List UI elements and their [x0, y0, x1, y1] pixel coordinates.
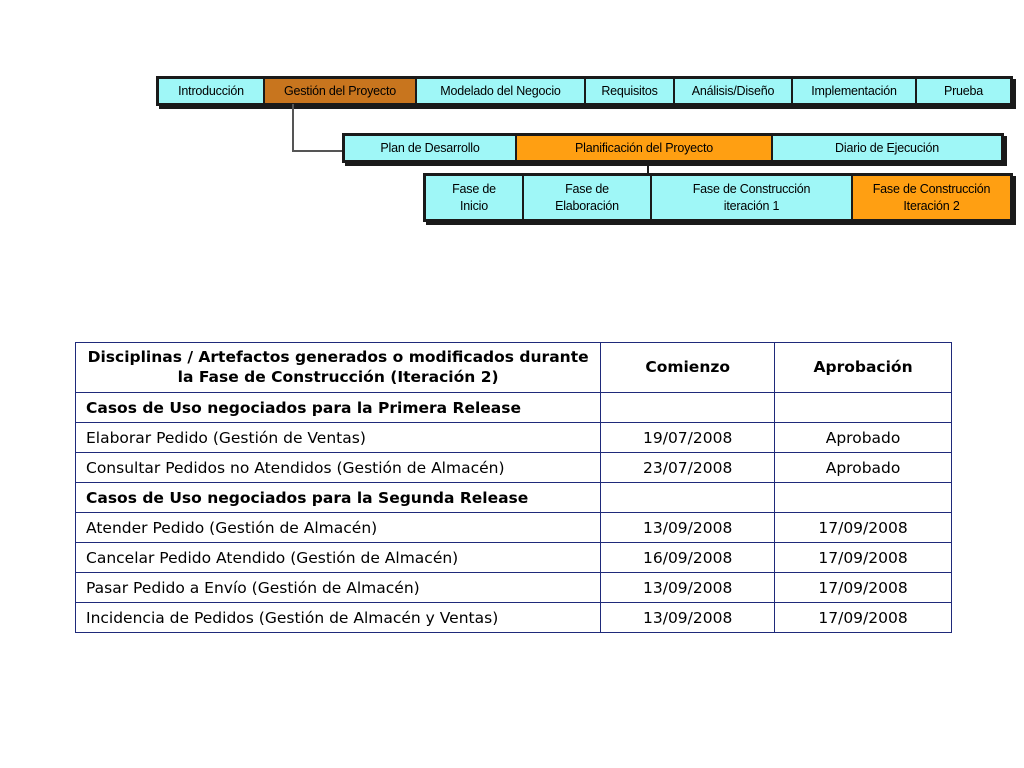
nav-planificacion-del-proyecto[interactable]: Planificación del Proyecto: [517, 136, 773, 160]
table-row: [76, 573, 952, 603]
table-section-row: [76, 393, 952, 423]
sub-nav-bar: [342, 133, 1004, 163]
cell-approval: 17/09/2008: [775, 603, 952, 633]
table-row: [76, 603, 952, 633]
section-title: Casos de Uso negociados para la Primera Release: [76, 393, 601, 423]
cell-artefact: Elaborar Pedido (Gestión de Ventas): [76, 423, 601, 453]
nav-requisitos[interactable]: Requisitos: [586, 79, 675, 103]
cell-start: 19/07/2008: [601, 423, 775, 453]
cell-artefact: Incidencia de Pedidos (Gestión de Almacén y Ventas): [76, 603, 601, 633]
table-row: [76, 513, 952, 543]
phase-construccion-2-line1: Fase de Construcción: [872, 182, 991, 197]
phase-inicio[interactable]: [426, 176, 524, 219]
cell-approval: Aprobado: [775, 423, 952, 453]
nav-diario-de-ejecucion[interactable]: Diario de Ejecución: [773, 136, 1001, 160]
phase-construccion-1-line1: Fase de Construcción: [692, 182, 811, 197]
cell-artefact: Atender Pedido (Gestión de Almacén): [76, 513, 601, 543]
phase-elaboracion-line1: Fase de: [565, 182, 609, 197]
cell-start: 16/09/2008: [601, 543, 775, 573]
cell-approval: 17/09/2008: [775, 543, 952, 573]
table-row: [76, 453, 952, 483]
phase-inicio-line2: Inicio: [460, 198, 488, 213]
phase-elaboracion-line2: Elaboración: [555, 198, 619, 213]
cell-start: 13/09/2008: [601, 603, 775, 633]
table-row: [76, 543, 952, 573]
cell-start: 13/09/2008: [601, 513, 775, 543]
section-title: Casos de Uso negociados para la Segunda Release: [76, 483, 601, 513]
nav-gestion-del-proyecto[interactable]: Gestión del Proyecto: [265, 79, 417, 103]
cell-artefact: Pasar Pedido a Envío (Gestión de Almacén): [76, 573, 601, 603]
nav-plan-de-desarrollo[interactable]: Plan de Desarrollo: [345, 136, 517, 160]
phase-construccion-2-line2: Iteración 2: [903, 198, 960, 213]
table-row: [76, 423, 952, 453]
cell-approval: 17/09/2008: [775, 513, 952, 543]
cell-artefact: Cancelar Pedido Atendido (Gestión de Almacén): [76, 543, 601, 573]
cell-approval: [775, 393, 952, 423]
nav-implementacion[interactable]: Implementación: [793, 79, 917, 103]
nav-introduccion[interactable]: Introducción: [159, 79, 265, 103]
nav-modelado-del-negocio[interactable]: Modelado del Negocio: [417, 79, 586, 103]
phase-inicio-line1: Fase de: [452, 182, 496, 197]
nav-connector-line: [292, 104, 344, 152]
phase-elaboracion[interactable]: [524, 176, 652, 219]
table-header-row: [76, 343, 952, 393]
cell-approval: [775, 483, 952, 513]
header-comienzo: Comienzo: [601, 343, 775, 393]
artefacts-table: [75, 342, 952, 633]
phase-bar: [423, 173, 1013, 222]
nav-analisis-diseno[interactable]: Análisis/Diseño: [675, 79, 793, 103]
table-section-row: [76, 483, 952, 513]
cell-start: 23/07/2008: [601, 453, 775, 483]
header-disciplinas: Disciplinas / Artefactos generados o modificados durante la Fase de Construcción (Iteración 2): [76, 343, 601, 393]
header-aprobacion: Aprobación: [775, 343, 952, 393]
nav-prueba[interactable]: Prueba: [917, 79, 1010, 103]
phase-construccion-1-line2: iteración 1: [723, 198, 780, 213]
cell-approval: Aprobado: [775, 453, 952, 483]
phase-construccion-iteracion-1[interactable]: [652, 176, 853, 219]
phase-construccion-iteracion-2[interactable]: [853, 176, 1010, 219]
cell-start: [601, 393, 775, 423]
cell-artefact: Consultar Pedidos no Atendidos (Gestión de Almacén): [76, 453, 601, 483]
top-nav-bar: [156, 76, 1013, 106]
cell-approval: 17/09/2008: [775, 573, 952, 603]
cell-start: 13/09/2008: [601, 573, 775, 603]
cell-start: [601, 483, 775, 513]
